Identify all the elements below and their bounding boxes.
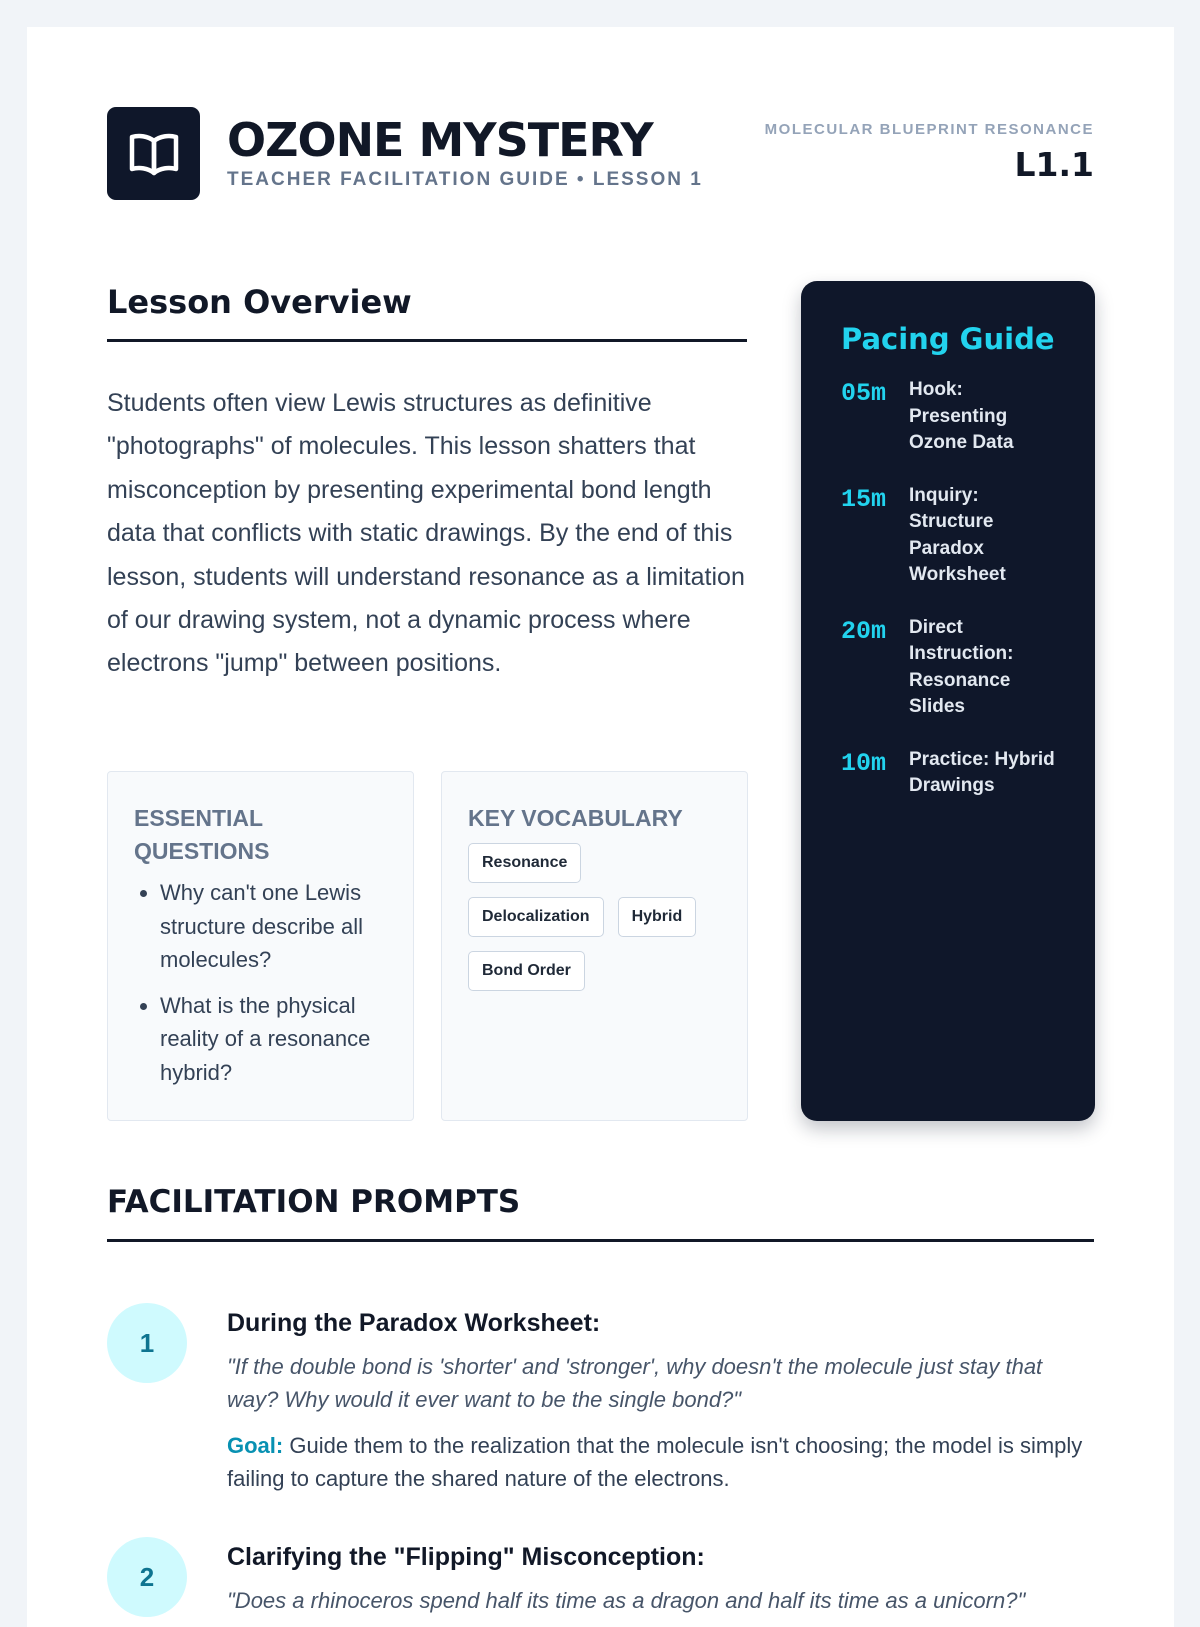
- pacing-guide-panel: [801, 281, 1095, 1121]
- guide-page: [27, 27, 1174, 1627]
- pacing-item: [841, 377, 1055, 457]
- series-label: MOLECULAR BLUEPRINT RESONANCE: [764, 121, 1094, 138]
- vocab-chip: Bond Order: [468, 951, 585, 991]
- pacing-time: 15m: [841, 484, 887, 514]
- pacing-label: Hook: Presenting Ozone Data: [909, 379, 1014, 453]
- pacing-time: 05m: [841, 379, 887, 408]
- goal-text: Guide them to the realization that the molecule isn't choosing; the model is simply failing to capture the shared nature of the electrons.: [227, 1433, 1083, 1491]
- list-item: • What is the physical reality of a resonance hybrid?: [160, 989, 387, 1090]
- facilitation-heading: FACILITATION PROMPTS: [107, 1182, 1094, 1242]
- pacing-guide-title: Pacing Guide: [841, 322, 1055, 356]
- pacing-item: [841, 615, 1055, 721]
- prompt-number-badge: 1: [107, 1303, 187, 1383]
- logo: [107, 107, 200, 200]
- prompt-quote: "If the double bond is 'shorter' and 'stronger', why doesn't the molecule just stay that way? Why would it ever want to be the single bond?": [227, 1354, 1043, 1412]
- pacing-label: Practice: Hybrid Drawings: [909, 748, 1055, 796]
- overview-heading: Lesson Overview: [107, 282, 747, 342]
- page-title: OZONE MYSTERY: [227, 113, 653, 167]
- prompt-title: During the Paradox Worksheet:: [227, 1309, 601, 1337]
- pacing-label: Direct Instruction: Resonance Slides: [909, 616, 1014, 717]
- prompt-quote: "Does a rhinoceros spend half its time as a dragon and half its time as a unicorn?": [227, 1588, 1026, 1613]
- page-header: [107, 107, 1094, 202]
- vocabulary-chips: [468, 843, 708, 991]
- key-vocabulary-title: KEY VOCABULARY: [468, 805, 683, 831]
- overview-text: Students often view Lewis structures as definitive "photographs" of molecules. This lesson shatters that misconception by presenting experimental bond length data that conflicts with static drawings. By the end of this lesson, students will understand resonance as a limitation of our drawing system, not a dynamic process where electrons "jump" between positions.: [107, 389, 745, 678]
- prompt-body: [227, 1303, 1094, 1495]
- list-item: • Why can't one Lewis structure describe all molecules?: [160, 876, 387, 977]
- essential-questions-card: [107, 771, 414, 1121]
- pacing-item: [841, 483, 1055, 589]
- pacing-item: [841, 747, 1055, 800]
- pacing-label: Inquiry: Structure Paradox Worksheet: [909, 484, 1006, 585]
- vocab-chip: Resonance: [468, 843, 581, 883]
- open-book-icon: [128, 131, 180, 177]
- essential-questions-list: [134, 876, 387, 1089]
- prompt-body: [227, 1537, 1094, 1618]
- key-vocabulary-card: [441, 771, 748, 1121]
- pacing-time: 10m: [841, 748, 887, 778]
- goal-label: Goal:: [227, 1433, 284, 1458]
- lesson-code: L1.1: [1014, 145, 1094, 184]
- page-subtitle: TEACHER FACILITATION GUIDE • LESSON 1: [227, 169, 703, 190]
- prompt-title: Clarifying the "Flipping" Misconception:: [227, 1543, 705, 1571]
- vocab-chip: Hybrid: [618, 897, 697, 937]
- vocab-chip: Delocalization: [468, 897, 604, 937]
- prompt-goal: [227, 1430, 1094, 1495]
- essential-questions-title: ESSENTIAL QUESTIONS: [134, 805, 270, 864]
- prompt-number-badge: 2: [107, 1537, 187, 1617]
- pacing-time: 20m: [841, 616, 887, 646]
